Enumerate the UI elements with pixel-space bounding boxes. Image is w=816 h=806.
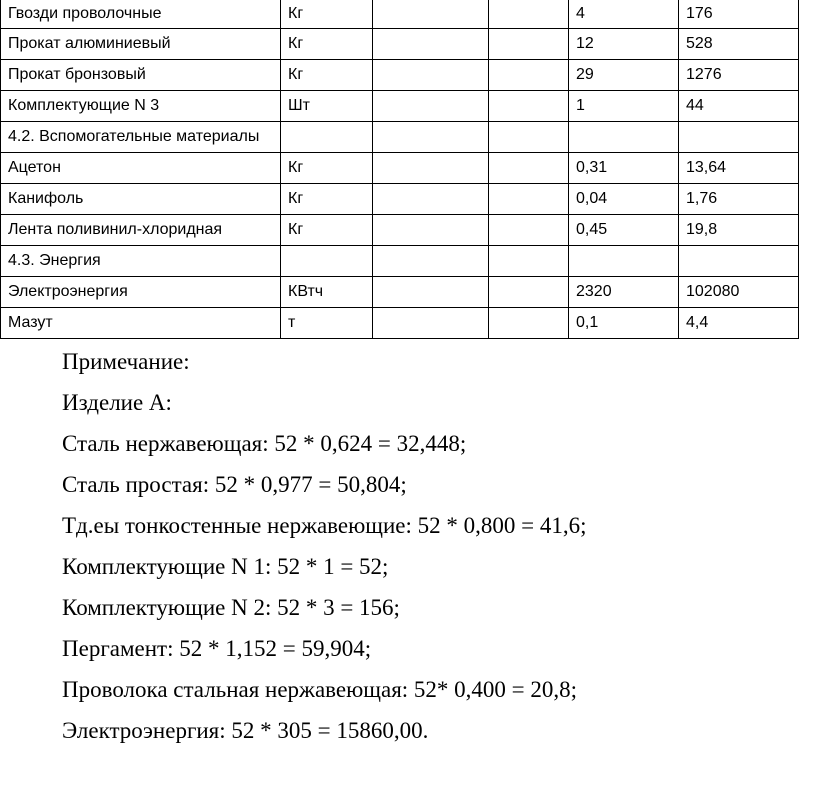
quantity-cell [569,122,679,153]
empty-cell [489,153,569,184]
materials-table-body [1,0,799,339]
table-row [1,153,799,184]
unit-cell: Кг [281,184,373,215]
empty-cell [373,122,489,153]
quantity-cell: 0,31 [569,153,679,184]
material-name-cell: Электроэнергия [1,277,281,308]
empty-cell [373,60,489,91]
empty-cell [373,277,489,308]
material-name-cell: 4.2. Вспомогательные материалы [1,122,281,153]
table-row [1,60,799,91]
table-row [1,215,799,246]
empty-cell [489,277,569,308]
empty-cell [373,308,489,339]
notes-block [62,341,587,751]
empty-cell [373,184,489,215]
quantity-cell: 4 [569,0,679,29]
empty-cell [373,91,489,122]
empty-cell [489,184,569,215]
amount-cell: 102080 [679,277,799,308]
amount-cell: 1,76 [679,184,799,215]
unit-cell: Шт [281,91,373,122]
amount-cell [679,246,799,277]
empty-cell [373,0,489,29]
amount-cell: 19,8 [679,215,799,246]
notes-subheading: Изделие А: [62,390,172,415]
quantity-cell: 12 [569,29,679,60]
material-name-cell: Ацетон [1,153,281,184]
note-line: Пергамент: 52 * 1,152 = 59,904; [62,636,372,661]
note-line: Сталь нержавеющая: 52 * 0,624 = 32,448; [62,431,467,456]
note-line: Электроэнергия: 52 * 305 = 15860,00. [62,718,429,743]
amount-cell: 528 [679,29,799,60]
empty-cell [489,60,569,91]
unit-cell [281,246,373,277]
amount-cell: 13,64 [679,153,799,184]
amount-cell: 176 [679,0,799,29]
unit-cell: Кг [281,153,373,184]
empty-cell [489,246,569,277]
section-header-row [1,122,799,153]
quantity-cell: 0,04 [569,184,679,215]
quantity-cell: 0,45 [569,215,679,246]
table-row [1,0,799,29]
note-line: Тд.еы тонкостенные нержавеющие: 52 * 0,800 = 41,6; [62,513,587,538]
unit-cell: Кг [281,215,373,246]
empty-cell [373,246,489,277]
quantity-cell: 2320 [569,277,679,308]
unit-cell: т [281,308,373,339]
empty-cell [489,215,569,246]
unit-cell: Кг [281,29,373,60]
quantity-cell: 29 [569,60,679,91]
material-name-cell: Канифоль [1,184,281,215]
empty-cell [373,29,489,60]
note-line: Сталь простая: 52 * 0,977 = 50,804; [62,472,407,497]
empty-cell [489,29,569,60]
amount-cell: 1276 [679,60,799,91]
unit-cell: КВтч [281,277,373,308]
material-name-cell: Гвозди проволочные [1,0,281,29]
note-line: Комплектующие N 1: 52 * 1 = 52; [62,554,389,579]
amount-cell [679,122,799,153]
material-name-cell: Лента поливинил-хлоридная [1,215,281,246]
amount-cell: 4,4 [679,308,799,339]
material-name-cell: Мазут [1,308,281,339]
empty-cell [489,91,569,122]
empty-cell [373,153,489,184]
empty-cell [489,0,569,29]
empty-cell [489,308,569,339]
table-row [1,277,799,308]
quantity-cell: 0,1 [569,308,679,339]
materials-table [0,0,799,339]
empty-cell [373,215,489,246]
quantity-cell [569,246,679,277]
material-name-cell: Прокат бронзовый [1,60,281,91]
unit-cell [281,122,373,153]
table-row [1,184,799,215]
material-name-cell: Прокат алюминиевый [1,29,281,60]
unit-cell: Кг [281,60,373,91]
notes-lines [62,423,587,751]
note-line: Проволока стальная нержавеющая: 52* 0,400 = 20,8; [62,677,578,702]
unit-cell: Кг [281,0,373,29]
table-row [1,91,799,122]
material-name-cell: 4.3. Энергия [1,246,281,277]
section-header-row [1,246,799,277]
note-line: Комплектующие N 2: 52 * 3 = 156; [62,595,400,620]
table-row [1,308,799,339]
notes-heading: Примечание: [62,349,190,374]
table-row [1,29,799,60]
amount-cell: 44 [679,91,799,122]
quantity-cell: 1 [569,91,679,122]
material-name-cell: Комплектующие N 3 [1,91,281,122]
empty-cell [489,122,569,153]
